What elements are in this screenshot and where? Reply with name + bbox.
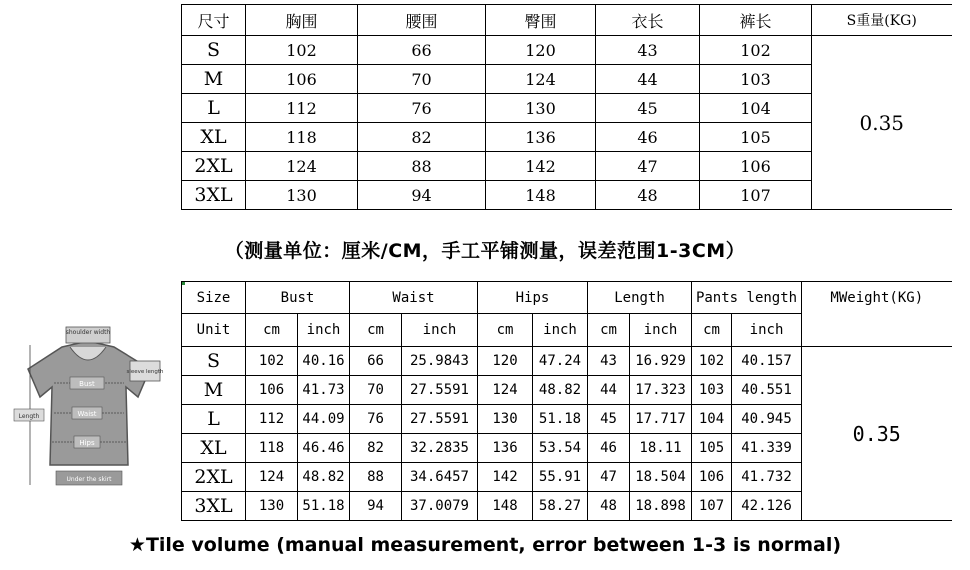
table-cell: 47.24 bbox=[533, 347, 588, 376]
table-cell: 107 bbox=[692, 492, 732, 521]
table-cell: 103 bbox=[692, 376, 732, 405]
length-label: Length bbox=[18, 413, 40, 420]
cn-measurement-note: （测量单位：厘米/CM，手工平铺测量，误差范围1-3CM） bbox=[224, 240, 746, 262]
table-cell: 112 bbox=[246, 405, 298, 434]
unit-cm: cm bbox=[588, 314, 630, 347]
table-cell: 58.27 bbox=[533, 492, 588, 521]
table-cell: 34.6457 bbox=[402, 463, 478, 492]
table-cell: 136 bbox=[486, 123, 596, 152]
en-header-hips: Hips bbox=[478, 282, 588, 314]
table-cell: 46.46 bbox=[298, 434, 350, 463]
garment-diagram bbox=[10, 325, 170, 495]
table-cell: 94 bbox=[350, 492, 402, 521]
size-cell: L bbox=[182, 405, 246, 434]
size-cell: 3XL bbox=[182, 181, 246, 210]
table-cell: 142 bbox=[478, 463, 533, 492]
en-size-table bbox=[181, 281, 952, 521]
table-cell: 105 bbox=[692, 434, 732, 463]
table-cell: 18.504 bbox=[630, 463, 692, 492]
table-cell: 44 bbox=[596, 65, 700, 94]
table-cell: 112 bbox=[246, 94, 358, 123]
en-header-row bbox=[182, 282, 952, 314]
table-cell: 48.82 bbox=[298, 463, 350, 492]
table-cell: 124 bbox=[246, 463, 298, 492]
table-cell: 130 bbox=[478, 405, 533, 434]
size-cell: S bbox=[182, 347, 246, 376]
table-cell: 124 bbox=[486, 65, 596, 94]
table-cell: 41.339 bbox=[732, 434, 802, 463]
table-cell: 120 bbox=[486, 36, 596, 65]
cn-header-waist: 腰围 bbox=[358, 5, 486, 36]
table-cell: 41.73 bbox=[298, 376, 350, 405]
table-row bbox=[182, 36, 952, 65]
en-weight-value: 0.35 bbox=[802, 347, 952, 521]
table-cell: 27.5591 bbox=[402, 376, 478, 405]
size-cell: XL bbox=[182, 434, 246, 463]
table-cell: 48 bbox=[588, 492, 630, 521]
table-cell: 106 bbox=[246, 65, 358, 94]
size-cell: 2XL bbox=[182, 152, 246, 181]
table-cell: 18.11 bbox=[630, 434, 692, 463]
table-cell: 130 bbox=[246, 181, 358, 210]
size-cell: S bbox=[182, 36, 246, 65]
unit-inch: inch bbox=[732, 314, 802, 347]
table-cell: 40.945 bbox=[732, 405, 802, 434]
table-cell: 45 bbox=[596, 94, 700, 123]
size-cell: 2XL bbox=[182, 463, 246, 492]
shoulder-label: shoulder width bbox=[65, 329, 111, 336]
table-cell: 18.898 bbox=[630, 492, 692, 521]
bust-label: Bust bbox=[79, 380, 95, 388]
hips-label: Hips bbox=[79, 439, 95, 447]
cn-header-pants: 裤长 bbox=[700, 5, 812, 36]
table-cell: 66 bbox=[358, 36, 486, 65]
size-cell: 3XL bbox=[182, 492, 246, 521]
unit-cm: cm bbox=[692, 314, 732, 347]
unit-cm: cm bbox=[350, 314, 402, 347]
table-cell: 17.323 bbox=[630, 376, 692, 405]
table-cell: 148 bbox=[478, 492, 533, 521]
table-cell: 66 bbox=[350, 347, 402, 376]
table-cell: 118 bbox=[246, 434, 298, 463]
table-cell: 32.2835 bbox=[402, 434, 478, 463]
unit-inch: inch bbox=[402, 314, 478, 347]
en-unit-label: Unit bbox=[182, 314, 246, 347]
table-cell: 48.82 bbox=[533, 376, 588, 405]
skirt-label: Under the skirt bbox=[66, 476, 112, 483]
table-cell: 130 bbox=[486, 94, 596, 123]
size-cell: XL bbox=[182, 123, 246, 152]
cn-header-row bbox=[182, 5, 952, 36]
table-cell: 76 bbox=[358, 94, 486, 123]
cn-header-size: 尺寸 bbox=[182, 5, 246, 36]
en-header-weight: MWeight(KG) bbox=[802, 282, 952, 347]
en-measurement-note: ★Tile volume (manual measurement, error between 1-3 is normal) bbox=[128, 534, 842, 556]
cn-header-weight: S重量(KG) bbox=[812, 5, 952, 36]
table-cell: 88 bbox=[358, 152, 486, 181]
table-cell: 47 bbox=[588, 463, 630, 492]
table-cell: 130 bbox=[246, 492, 298, 521]
en-header-pants-length: Pants length bbox=[692, 282, 802, 314]
table-cell: 82 bbox=[358, 123, 486, 152]
cn-header-length: 衣长 bbox=[596, 5, 700, 36]
table-cell: 106 bbox=[692, 463, 732, 492]
size-cell: L bbox=[182, 94, 246, 123]
table-cell: 46 bbox=[596, 123, 700, 152]
table-cell: 43 bbox=[588, 347, 630, 376]
table-cell: 102 bbox=[692, 347, 732, 376]
table-cell: 120 bbox=[478, 347, 533, 376]
table-cell: 88 bbox=[350, 463, 402, 492]
table-cell: 82 bbox=[350, 434, 402, 463]
table-cell: 51.18 bbox=[298, 492, 350, 521]
en-header-size: Size bbox=[182, 282, 246, 314]
table-cell: 124 bbox=[478, 376, 533, 405]
table-cell: 40.551 bbox=[732, 376, 802, 405]
table-cell: 94 bbox=[358, 181, 486, 210]
table-cell: 118 bbox=[246, 123, 358, 152]
table-cell: 44 bbox=[588, 376, 630, 405]
cn-weight-value: 0.35 bbox=[812, 36, 952, 210]
table-cell: 124 bbox=[246, 152, 358, 181]
table-cell: 102 bbox=[700, 36, 812, 65]
table-cell: 40.157 bbox=[732, 347, 802, 376]
table-cell: 45 bbox=[588, 405, 630, 434]
en-header-bust: Bust bbox=[246, 282, 350, 314]
table-cell: 25.9843 bbox=[402, 347, 478, 376]
cn-size-table bbox=[181, 4, 952, 210]
unit-cm: cm bbox=[478, 314, 533, 347]
en-header-waist: Waist bbox=[350, 282, 478, 314]
table-cell: 41.732 bbox=[732, 463, 802, 492]
table-cell: 104 bbox=[700, 94, 812, 123]
table-cell: 40.16 bbox=[298, 347, 350, 376]
table-cell: 48 bbox=[596, 181, 700, 210]
size-cell: M bbox=[182, 65, 246, 94]
table-cell: 102 bbox=[246, 347, 298, 376]
waist-label: Waist bbox=[77, 410, 97, 418]
table-cell: 103 bbox=[700, 65, 812, 94]
table-row bbox=[182, 347, 952, 376]
table-cell: 51.18 bbox=[533, 405, 588, 434]
table-cell: 102 bbox=[246, 36, 358, 65]
en-header-length: Length bbox=[588, 282, 692, 314]
unit-inch: inch bbox=[630, 314, 692, 347]
table-cell: 43 bbox=[596, 36, 700, 65]
table-cell: 70 bbox=[358, 65, 486, 94]
table-cell: 105 bbox=[700, 123, 812, 152]
cn-header-hips: 臀围 bbox=[486, 5, 596, 36]
table-cell: 104 bbox=[692, 405, 732, 434]
table-cell: 142 bbox=[486, 152, 596, 181]
table-cell: 53.54 bbox=[533, 434, 588, 463]
cn-header-bust: 胸围 bbox=[246, 5, 358, 36]
table-cell: 106 bbox=[700, 152, 812, 181]
table-cell: 47 bbox=[596, 152, 700, 181]
table-cell: 107 bbox=[700, 181, 812, 210]
unit-inch: inch bbox=[298, 314, 350, 347]
table-cell: 44.09 bbox=[298, 405, 350, 434]
table-cell: 106 bbox=[246, 376, 298, 405]
size-cell: M bbox=[182, 376, 246, 405]
table-cell: 55.91 bbox=[533, 463, 588, 492]
sleeve-label: sleeve length bbox=[126, 369, 164, 375]
table-cell: 16.929 bbox=[630, 347, 692, 376]
table-cell: 17.717 bbox=[630, 405, 692, 434]
unit-cm: cm bbox=[246, 314, 298, 347]
table-cell: 148 bbox=[486, 181, 596, 210]
table-cell: 76 bbox=[350, 405, 402, 434]
table-cell: 37.0079 bbox=[402, 492, 478, 521]
table-cell: 27.5591 bbox=[402, 405, 478, 434]
table-cell: 136 bbox=[478, 434, 533, 463]
unit-inch: inch bbox=[533, 314, 588, 347]
table-cell: 46 bbox=[588, 434, 630, 463]
table-cell: 42.126 bbox=[732, 492, 802, 521]
table-cell: 70 bbox=[350, 376, 402, 405]
